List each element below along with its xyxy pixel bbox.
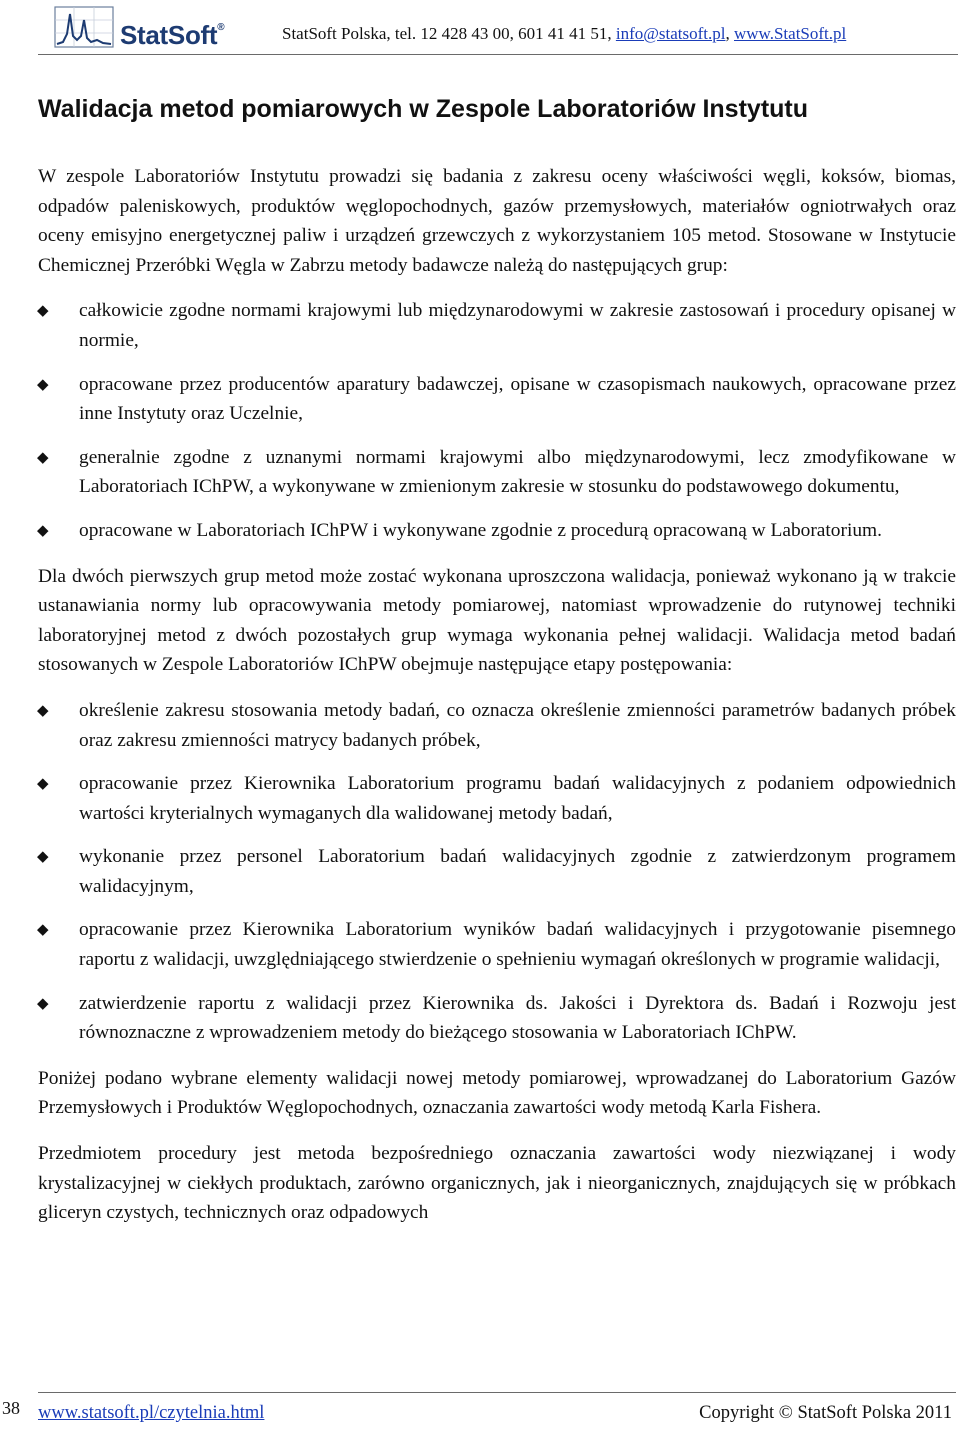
- footer-copyright: Copyright © StatSoft Polska 2011: [699, 1403, 952, 1423]
- diamond-bullet-icon: ◆: [37, 447, 49, 466]
- diamond-bullet-icon: ◆: [37, 301, 49, 320]
- page-header: [38, 0, 958, 55]
- footer-link[interactable]: www.statsoft.pl/czytelnia.html: [38, 1403, 265, 1423]
- diamond-bullet-icon: ◆: [37, 993, 49, 1012]
- method-groups-list: [38, 296, 956, 545]
- header-contact: [282, 24, 846, 44]
- list-item: ◆ generalnie zgodne z uznanymi normami krajowymi albo międzynarodowymi, lecz zmodyfikowane w Laboratoriach IChPW, a wykonywane w zmienionym zakresie w stosunku do podstawowego dokumentu,: [38, 443, 956, 502]
- list-item: ◆ określenie zakresu stosowania metody badań, co oznacza określenie zmienności parametrów badanych próbek oraz zakresu zmienności matrycy badanych próbek,: [38, 696, 956, 755]
- paragraph-validation: Dla dwóch pierwszych grup metod może zostać wykonana uproszczona walidacja, ponieważ wykonano ją w trakcie ustanawiania normy lub opracowywania metody pomiarowej, natomiast wprowadzenie do rutynowej techniki laboratoryjnej metod z dwóch pozostałych grup wymaga wykonania pełnej walidacji. Walidacja metod badań stosowanych w Zespole Laboratoriów IChPW obejmuje następujące etapy postępowania:: [38, 565, 956, 676]
- list-item: ◆ zatwierdzenie raportu z walidacji przez Kierownika ds. Jakości i Dyrektora ds. Badań i Rozwoju jest równoznaczne z wprowadzeniem metody do bieżącego stosowania w Laboratoriach IChPW.: [38, 989, 956, 1048]
- diamond-bullet-icon: ◆: [37, 774, 49, 793]
- diamond-bullet-icon: ◆: [37, 700, 49, 719]
- list-item: ◆ opracowanie przez Kierownika Laboratorium wyników badań walidacyjnych i przygotowanie pisemnego raportu z walidacji, uwzględniającego stwierdzenie o spełnieniu wymagań określonych w programie walidacji,: [38, 915, 956, 974]
- email-link[interactable]: info@statsoft.pl: [615, 24, 726, 43]
- page-number: 38: [2, 1398, 20, 1418]
- diamond-bullet-icon: ◆: [37, 374, 49, 393]
- diamond-bullet-icon: ◆: [37, 920, 49, 939]
- paragraph-procedure: Przedmiotem procedury jest metoda bezpośredniego oznaczania zawartości wody niezwiązanej i wody krystalizacyjnej w ciekłych produktach, zarówno organicznych, jak i nieorganicznych, znajdujących się w próbkach gliceryn czystych, technicznych oraz odpadowych: [38, 1143, 956, 1224]
- list-item: ◆ opracowane w Laboratoriach IChPW i wykonywane zgodnie z procedurą opracowaną w Laboratorium.: [38, 516, 956, 546]
- diamond-bullet-icon: ◆: [37, 847, 49, 866]
- separator: ,: [725, 24, 734, 43]
- list-item: ◆ całkowicie zgodne normami krajowymi lub międzynarodowymi w zakresie zastosowań i procedury opisanej w normie,: [38, 296, 956, 355]
- logo-wave-icon: [54, 6, 116, 50]
- statsoft-logo[interactable]: [54, 6, 264, 50]
- article-content: [38, 92, 956, 1244]
- list-item: ◆ opracowanie przez Kierownika Laboratorium programu badań walidacyjnych z podaniem odpowiednich wartości kryterialnych wymaganych dla walidowanej metody badań,: [38, 769, 956, 828]
- website-link[interactable]: www.StatSoft.pl: [734, 24, 847, 43]
- logo-text: StatSoft®: [120, 20, 225, 50]
- paragraph-new-method: Poniżej podano wybrane elementy walidacji nowej metody pomiarowej, wprowadzanej do Laboratorium Gazów Przemysłowych i Produktów Węglopochodnych, oznaczania zawartości wody metodą Karla Fishera.: [38, 1067, 956, 1119]
- list-item: ◆ opracowane przez producentów aparatury badawczej, opisane w czasopismach naukowych, opracowane przez inne Instytuty oraz Uczelnie,: [38, 370, 956, 429]
- validation-steps-list: [38, 696, 956, 1048]
- list-item: ◆ wykonanie przez personel Laboratorium badań walidacyjnych zgodnie z zatwierdzonym programem walidacyjnym,: [38, 842, 956, 901]
- paragraph-intro: W zespole Laboratoriów Instytutu prowadzi się badania z zakresu oceny właściwości węgli, koksów, biomas, odpadów paleniskowych, produktów węglopochodnych, gazów przemysłowych, materiałów ogniotrwałych oraz oceny emisyjno energetycznej paliw i urządzeń grzewczych z wykorzystaniem 105 metod. Stosowane w Instytucie Chemicznej Przeróbki Węgla w Zabrzu metody badawcze należą do następujących grup:: [38, 166, 956, 276]
- diamond-bullet-icon: ◆: [37, 520, 49, 539]
- article-title: Walidacja metod pomiarowych w Zespole Laboratoriów Instytutu: [38, 95, 809, 123]
- page-footer: [38, 1392, 956, 1429]
- contact-text: StatSoft Polska, tel. 12 428 43 00, 601 41 41 51,: [282, 24, 612, 43]
